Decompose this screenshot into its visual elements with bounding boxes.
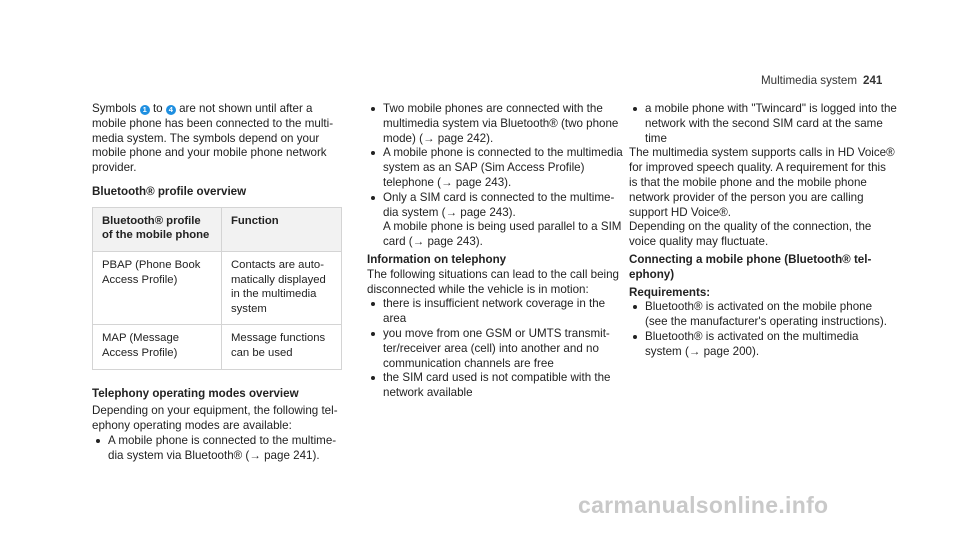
- list-item: Two mobile phones are connected with the multimedia system via Bluetooth® (two phone mode) (→ page 242).: [367, 102, 624, 146]
- list-item: you move from one GSM or UMTS transmitter/receiver area (cell) into another and no communication channels are free: [367, 327, 624, 371]
- list-item: there is insufficient network coverage in the area: [367, 297, 624, 327]
- hd-voice-text: The multimedia system supports calls in HD Voice® for improved speech quality. A requirement for this is that the mobile phone and the mobile phone network provider of the person you are calling support HD Voice®.: [629, 146, 895, 219]
- list-item: Only a SIM card is connected to the multimedia system (→ page 243).: [367, 191, 624, 221]
- telephony-modes-list: [92, 434, 342, 464]
- watermark-logo: carmanualsonline.info: [578, 492, 829, 518]
- voice-quality-text: Depending on the quality of the connection, the voice quality may fluctuate.: [629, 220, 872, 249]
- column-1: [92, 102, 342, 464]
- telephony-modes-text: Depending on your equipment, the following telephony operating modes are available:: [92, 404, 338, 433]
- list-item: the SIM card used is not compatible with the network available: [367, 371, 624, 401]
- symbols-intro: [92, 102, 342, 176]
- table-row: [93, 325, 342, 369]
- intro-to-text: to: [152, 102, 163, 115]
- telephony-info-text: The following situations can lead to the call being disconnected while the vehicle is in motion:: [367, 267, 619, 296]
- sim-card-note: A mobile phone is being used parallel to a SIM card (→ page 243).: [383, 220, 622, 249]
- table-header-profile: Bluetooth® profile of the mobile phone: [93, 207, 222, 251]
- requirements-heading: Requirements:: [629, 285, 711, 299]
- column-3: [629, 102, 897, 360]
- table-cell-profile: MAP (Message Access Profile): [93, 325, 222, 369]
- list-item: Bluetooth® is activated on the multimedia system (→ page 200).: [629, 330, 897, 360]
- connect-phone-heading: Connecting a mobile phone (Bluetooth® telephony): [629, 252, 872, 281]
- intro-text-a: Symbols: [92, 102, 137, 115]
- list-item: A mobile phone is connected to the multimedia system as an SAP (Sim Access Profile) telephone (→ page 243).: [367, 146, 624, 190]
- bluetooth-profile-heading: Bluetooth® profile overview: [92, 184, 247, 198]
- page-number: 241: [863, 74, 883, 87]
- header-title: Multimedia system: [761, 74, 857, 87]
- modes-list-continued: [367, 102, 624, 220]
- disconnect-reasons-continued: [629, 102, 897, 146]
- bluetooth-profile-table: [92, 207, 342, 370]
- intro-text-b: are not shown until after a mobile phone has been connected to the multimedia system. The symbols depend on your mobile phone and your mobile phone network provider.: [92, 102, 334, 175]
- page-header: [761, 74, 896, 89]
- symbol-1-badge: 1: [140, 105, 150, 115]
- table-row: [93, 251, 342, 324]
- table-cell-function: Message functions can be used: [222, 325, 342, 369]
- table-header-function: Function: [222, 207, 342, 251]
- table-cell-profile: PBAP (Phone Book Access Profile): [93, 251, 222, 324]
- disconnect-reasons-list: [367, 297, 624, 401]
- requirements-list: [629, 300, 897, 359]
- column-2: [367, 102, 624, 401]
- telephony-info-heading: Information on telephony: [367, 252, 507, 266]
- table-cell-function: Contacts are automatically displayed in the multimedia system: [222, 251, 342, 324]
- table-header-row: [93, 207, 342, 251]
- symbol-4-badge: 4: [166, 105, 176, 115]
- list-item: Bluetooth® is activated on the mobile phone (see the manufacturer's operating instructions).: [629, 300, 897, 330]
- list-item: A mobile phone is connected to the multimedia system via Bluetooth® (→ page 241).: [92, 434, 342, 464]
- list-item: a mobile phone with "Twincard" is logged into the network with the second SIM card at the same time: [629, 102, 897, 146]
- telephony-modes-heading: Telephony operating modes overview: [92, 386, 299, 400]
